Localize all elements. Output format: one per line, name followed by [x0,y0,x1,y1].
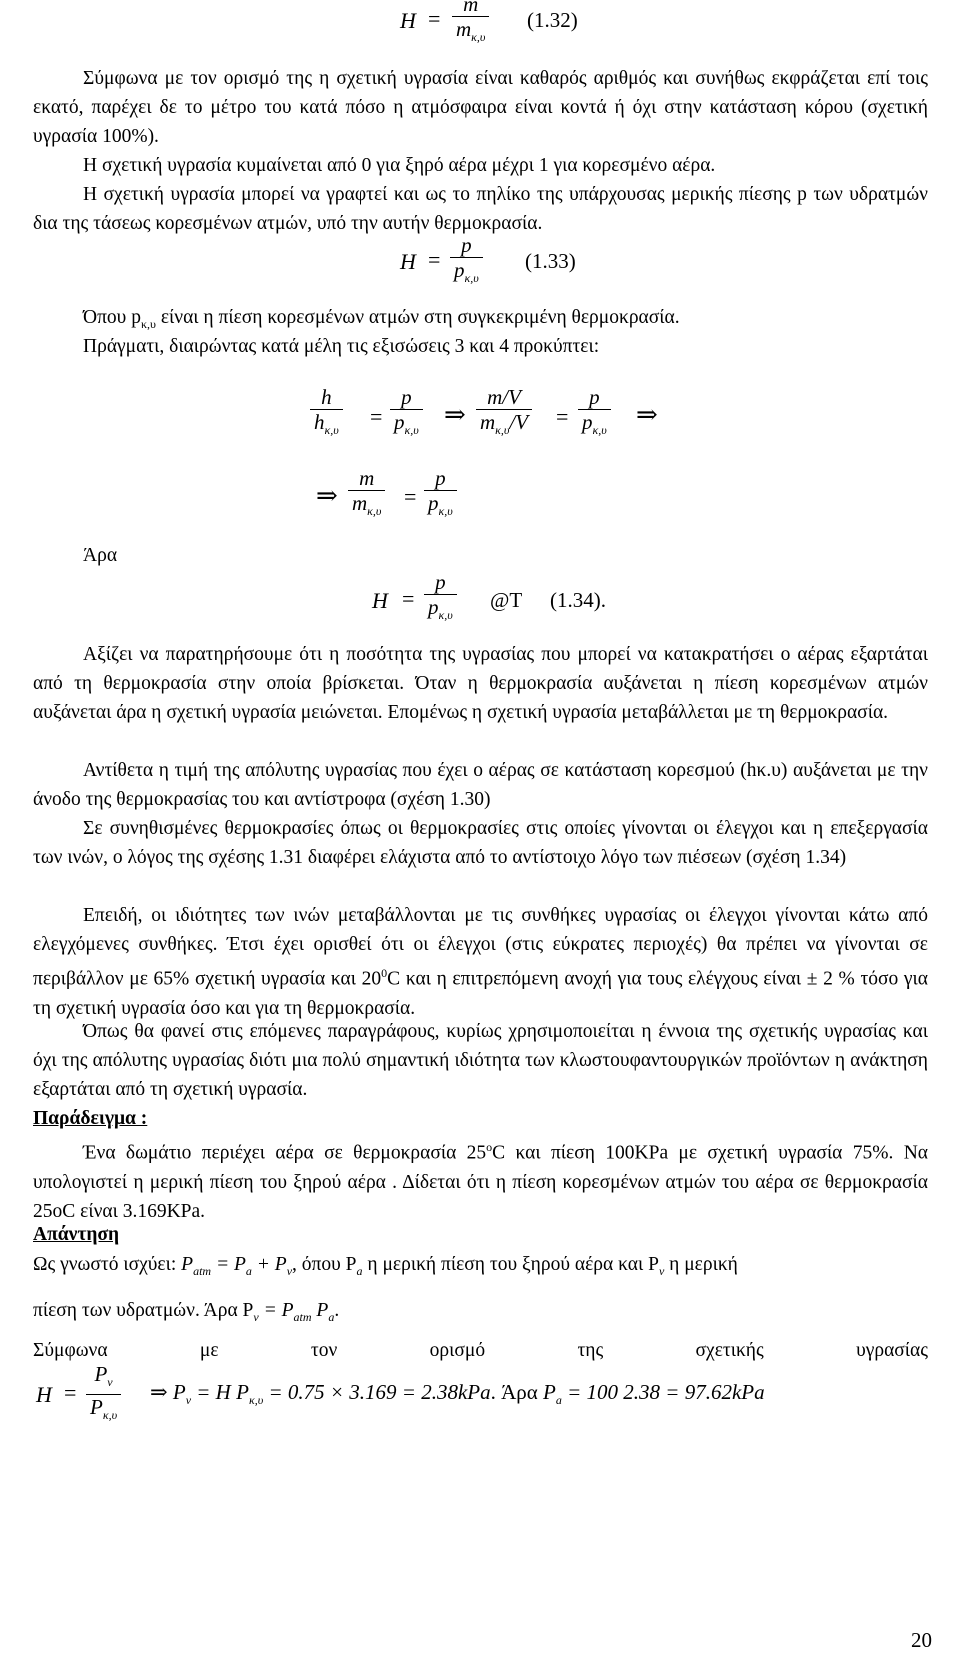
final-expression: ⇒ $P_v = H$ $P_{\kappa,\upsilon} = 0.75 \times 3.169 = 2.38kPa$. Άρα $P_a = 100$ 2.38 = 97.62kPa [150,1380,765,1408]
eq132-label: (1.32) [527,8,578,32]
eq134-at: @T [490,588,523,612]
eq134-lhs: H [372,588,388,613]
paragraph-indeed: Πράγματι, διαιρώντας κατά μέλη τις εξισώσεις 3 και 4 προκύπτει: [83,336,600,357]
deriv-equals-2: = [556,404,569,429]
paragraph-conditions: Επειδή, οι ιδιότητες των ινών μεταβάλλονται με τις συνθήκες υγρασίας οι έλεγχοι γίνονται κάτω από ελεγχόμενες συνθήκες. Έτσι έχει ορισθεί ότι οι έλεγχοι (στις εύκρατες περιοχές) θα πρέπει να γίνονται σε περιβάλλον με 65% σχετική υγρασία και $20^0C$ και η επιτρεπόμενη ανοχή για τους ελέγχους είναι ± 2 % τόσο για τη σχετική υγρασία όσο και για τη θερμοκρασία. [33,905,929,1019]
implies-arrow-2: ⇒ [636,400,658,429]
deriv-fraction-p3: p $p_{\kappa,\upsilon}$ [424,466,457,523]
paragraph-absolute: Αντίθετα η τιμή της απόλυτης υγρασίας που έχει ο αέρας σε κατάσταση κορεσμού (hκ.υ) αυξάνεται με την άνοδο της θερμοκρασίας του και αντίστροφα (σχέση 1.30) [33,760,928,810]
page-number: 20 [911,1628,932,1652]
paragraph-ratio: Σε συνηθισμένες θερμοκρασίες όπως οι θερμοκρασίες στις οποίες γίνονται οι έλεγχοι και η επεξεργασία των ινών, ο λόγος της σχέσης 1.31 διαφέρει ελάχιστα από το αντίστοιχο λόγο των πιέσεων (σχέση 1.34) [33,818,928,868]
eq134-equals: = [402,586,415,611]
paragraph-partial-pressure: Η σχετική υγρασία μπορεί να γραφτεί και ως το πηλίκο της υπάρχουσας μερικής πίεσης p των υδρατμών δια της τάσεως κορεσμένων ατμών, υπό την αυτήν θερμοκρασία. [33,184,928,234]
final-fraction: $P_v$ $P_{\kappa,\upsilon}$ [86,1362,121,1427]
implies-arrow-1: ⇒ [444,400,466,429]
eq132-fraction [452,0,489,49]
example-heading: Παράδειγμα : [33,1108,148,1129]
ara-label: Άρα [83,545,118,566]
deriv-fraction-p2: p $p_{\kappa,\upsilon}$ [578,385,611,442]
eq132-lhs: H [400,8,416,33]
answer-line-3: Σύμφωνα με τον ορισμό της σχετικής υγρασίας [33,1340,928,1361]
eq134-label: (1.34). [550,588,606,612]
eq133-numerator: p [461,233,472,257]
eq134-fraction: p $p_{\kappa,\upsilon}$ [424,570,457,627]
paragraph-range: Η σχετική υγρασία κυμαίνεται από 0 για ξηρό αέρα μέχρι 1 για κορεσμένο αέρα. [83,155,716,176]
eq133-denominator: $p_{\kappa,\upsilon}$ [454,258,479,286]
answer-line-1: Ως γνωστό ισχύει: $P_{atm} = P_a + P_v$, όπου $P_a$ η μερική πίεση του ξηρού αέρα και $P_v$ η μερική [33,1254,738,1278]
paragraph-temperature: Αξίζει να παρατηρήσουμε ότι η ποσότητα της υγρασίας που μπορεί να κατακρατήσει ο αέρας εξαρτάται από τη θερμοκρασία στην οποία βρίσκεται. Όταν η θερμοκρασία αυξάνεται η πίεση κορεσμένων ατμών αυξάνεται άρα η σχετική υγρασία μειώνεται. Επομένως η σχετική υγρασία μεταβάλλεται με τη θερμοκρασία. [33,644,928,723]
paragraph-definition: Σύμφωνα με τον ορισμό της η σχετική υγρασία είναι καθαρός αριθμός και συνήθως εκφράζεται επί τοις εκατό, παρέχει δε το μέτρο του κατά πόσο η ατμόσφαιρα είναι κοντά ή όχι στην κατάσταση κόρου (σχετική υγρασία 100%). [33,68,928,147]
deriv-equals-1: = [370,404,383,429]
eq132-numerator: m [463,0,479,16]
deriv-equals-3: = [404,484,417,509]
answer-heading: Απάντηση [33,1224,120,1245]
final-H: H [36,1382,52,1407]
deriv-fraction-p: p $p_{\kappa,\upsilon}$ [390,385,423,442]
eq132-denominator: $m_{\kappa,\upsilon}$ [456,17,486,45]
eq133-fraction [450,233,483,290]
implies-arrow-3: ⇒ [316,481,338,510]
final-equals: = [64,1380,77,1405]
eq132-equals: = [428,6,441,31]
deriv-fraction-mV: m/V $m_{\kappa,\upsilon}/V$ [476,385,532,442]
eq133-equals: = [428,247,441,272]
deriv-fraction-m: m $m_{\kappa,\upsilon}$ [348,466,385,523]
deriv-fraction-h: h $h_{\kappa,\upsilon}$ [310,385,343,442]
paragraph-where: Όπου $p_{\kappa,\upsilon}$ είναι η πίεση κορεσμένων ατμών στη συγκεκριμένη θερμοκρασία. [83,307,680,331]
paragraph-example: Ένα δωμάτιο περιέχει αέρα σε θερμοκρασία 25$^o$C και πίεση 100KPa με σχετική υγρασία 75%. Να υπολογιστεί η μερική πίεση του ξηρού αέρα . Δίδεται ότι η πίεση κορεσμένων ατμών του αέρα σε θερμοκρασία 25oC είναι 3.169KPa. [33,1140,928,1222]
eq133-lhs: H [400,249,416,274]
paragraph-relative-use: Όπως θα φανεί στις επόμενες παραγράφους, κυρίως χρησιμοποιείται η έννοια της σχετικής υγρασίας και όχι της απόλυτης υγρασίας διότι μια πολύ σημαντική ιδιότητα των κλωστουφαντουργικών προϊόντων η ανάκτηση εξαρτάται από τη σχετική υγρασία. [33,1021,928,1100]
answer-line-2: πίεση των υδρατμών. Άρα $P_v = P_{atm}$ $P_a$. [33,1300,340,1324]
eq133-label: (1.33) [525,249,576,273]
